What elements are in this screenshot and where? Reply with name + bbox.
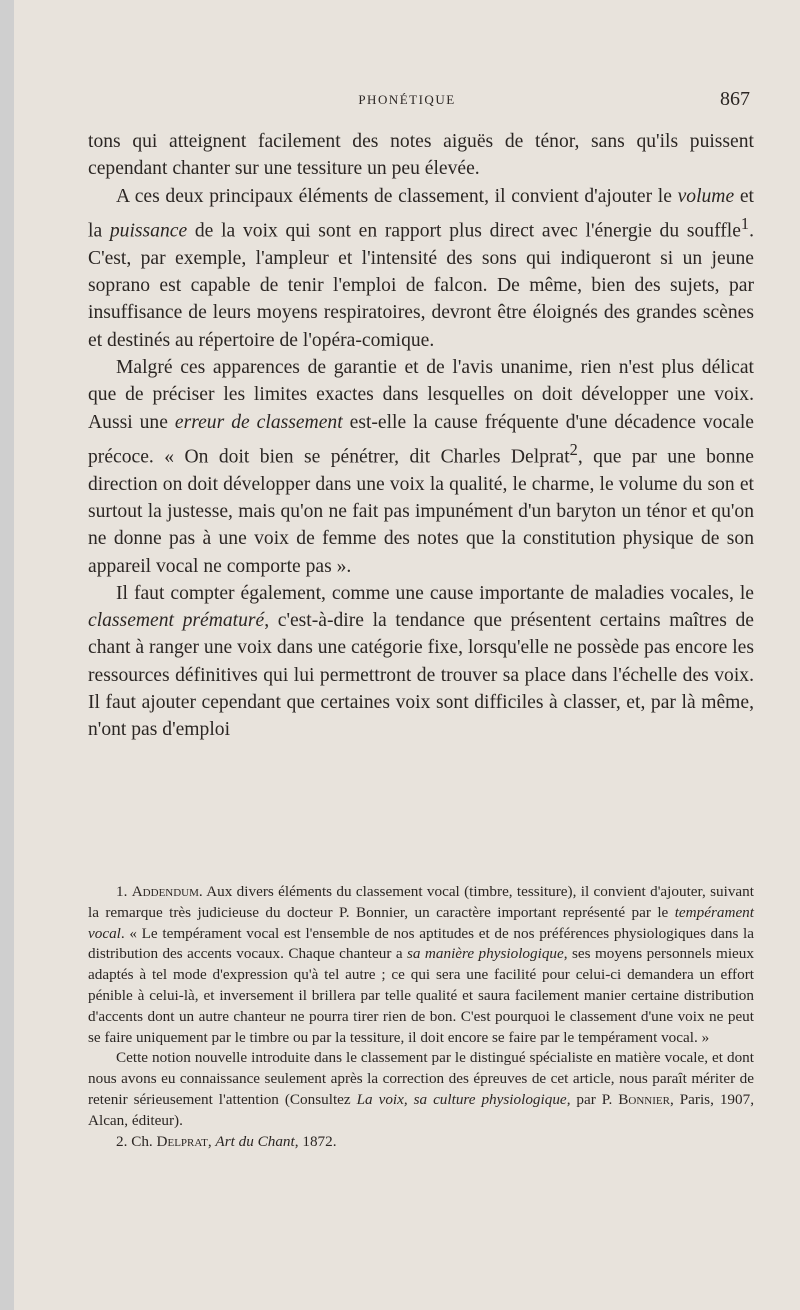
- footnotes: [88, 882, 754, 1152]
- running-title: PHONÉTIQUE: [358, 92, 456, 107]
- term-erreur-de-classement: erreur de classement: [174, 411, 343, 433]
- footnote-1-continuation: Cette notion nouvelle introduite dans le classement par le distingué spécialiste en matière vocale, et dont nous avons eu connaissance seulement après la correction des épreuves de cet article, nous paraît mériter de retenir sérieusement l'attention (Consultez La voix, sa culture physiologique, par P. Bonnier, Paris, 1907, Alcan, éditeur).: [88, 1049, 755, 1129]
- page-header: [14, 88, 800, 114]
- paragraph-4: Il faut compter également, comme une cause importante de maladies vocales, le classement prématuré, c'est-à-dire la tendance que présentent certains maîtres de chant à ranger une voix dans une catégorie fixe, lorsqu'elle ne possède pas encore les ressources définitives qui lui permettront de trouver sa place dans l'échelle des voix. Il faut ajouter cependant que certaines voix sont difficiles à classer, et, par là même, n'ont pas d'emploi: [88, 582, 754, 741]
- paragraph-3: Malgré ces apparences de garantie et de l'avis unanime, rien n'est plus délicat que de préciser les limites exactes dans lesquelles on doit développer une voix. Aussi une erreur de classement est-elle la cause fréquente d'une décadence vocale précoce. « On doit bien se pénétrer, dit Charles Delprat$^2$, que par une bonne direction on doit développer dans une voix la qualité, le charme, le volume du son et surtout la justesse, mais qu'on ne fait pas impunément d'un baryton un ténor et qu'on ne donne pas à une voix de femme des notes que la constitution physique de son appareil vocal ne comporte pas ».: [88, 356, 754, 577]
- paragraph-2: A ces deux principaux éléments de classement, il convient d'ajouter le volume et la puissance de la voix qui sont en rapport plus direct avec l'énergie du souffle$^1$. C'est, par exemple, l'ampleur et l'intensité des sons qui indiqueront si un jeune soprano est capable de tenir l'emploi de falcon. De même, bien des sujets, par insuffisance de leurs moyens respiratoires, devront être éloignés des grandes scènes et destinés au répertoire de l'opéra-comique.: [88, 185, 754, 351]
- page-number: 867: [720, 88, 750, 110]
- footnote-ref-2: 2: [569, 439, 578, 459]
- paragraph-1: tons qui atteignent facilement des notes aiguës de ténor, sans qu'ils puissent cependant chanter sur une tessiture un peu élevée.: [88, 131, 754, 180]
- footnote-1: 1. Addendum. Aux divers éléments du classement vocal (timbre, tessiture), il convient d'ajouter, suivant la remarque très judicieuse du docteur P. Bonnier, un caractère important représenté par le tempérament vocal. « Le tempérament vocal est l'ensemble de nos aptitudes et de nos préférences physiologiques dans la distribution des accents vocaux. Chaque chanteur a sa manière physiologique, ses moyens personnels mieux adaptés à tel mode d'expression qu'à tel autre ; ce qui sera une facilité pour celui-ci demandera un effort pénible à celui-là, et inversement il brillera par telle qualité et saura facilement manier certaine distribution d'accents dont un autre chanteur ne pourra tirer rien de bon. C'est pourquoi le classement d'une voix ne peut se faire uniquement par le timbre ou par la tessiture, il doit encore se faire par le tempérament vocal. »: [88, 883, 754, 1046]
- book-page: [14, 0, 800, 1310]
- footnote-2: 2. Ch. Delprat, Art du Chant, 1872.: [116, 1132, 337, 1150]
- main-text: [88, 128, 754, 744]
- term-puissance: puissance: [109, 220, 188, 242]
- term-classement-premature: classement prématuré: [88, 610, 265, 632]
- footnote-ref-1: 1: [740, 213, 750, 233]
- term-volume: volume: [677, 185, 735, 207]
